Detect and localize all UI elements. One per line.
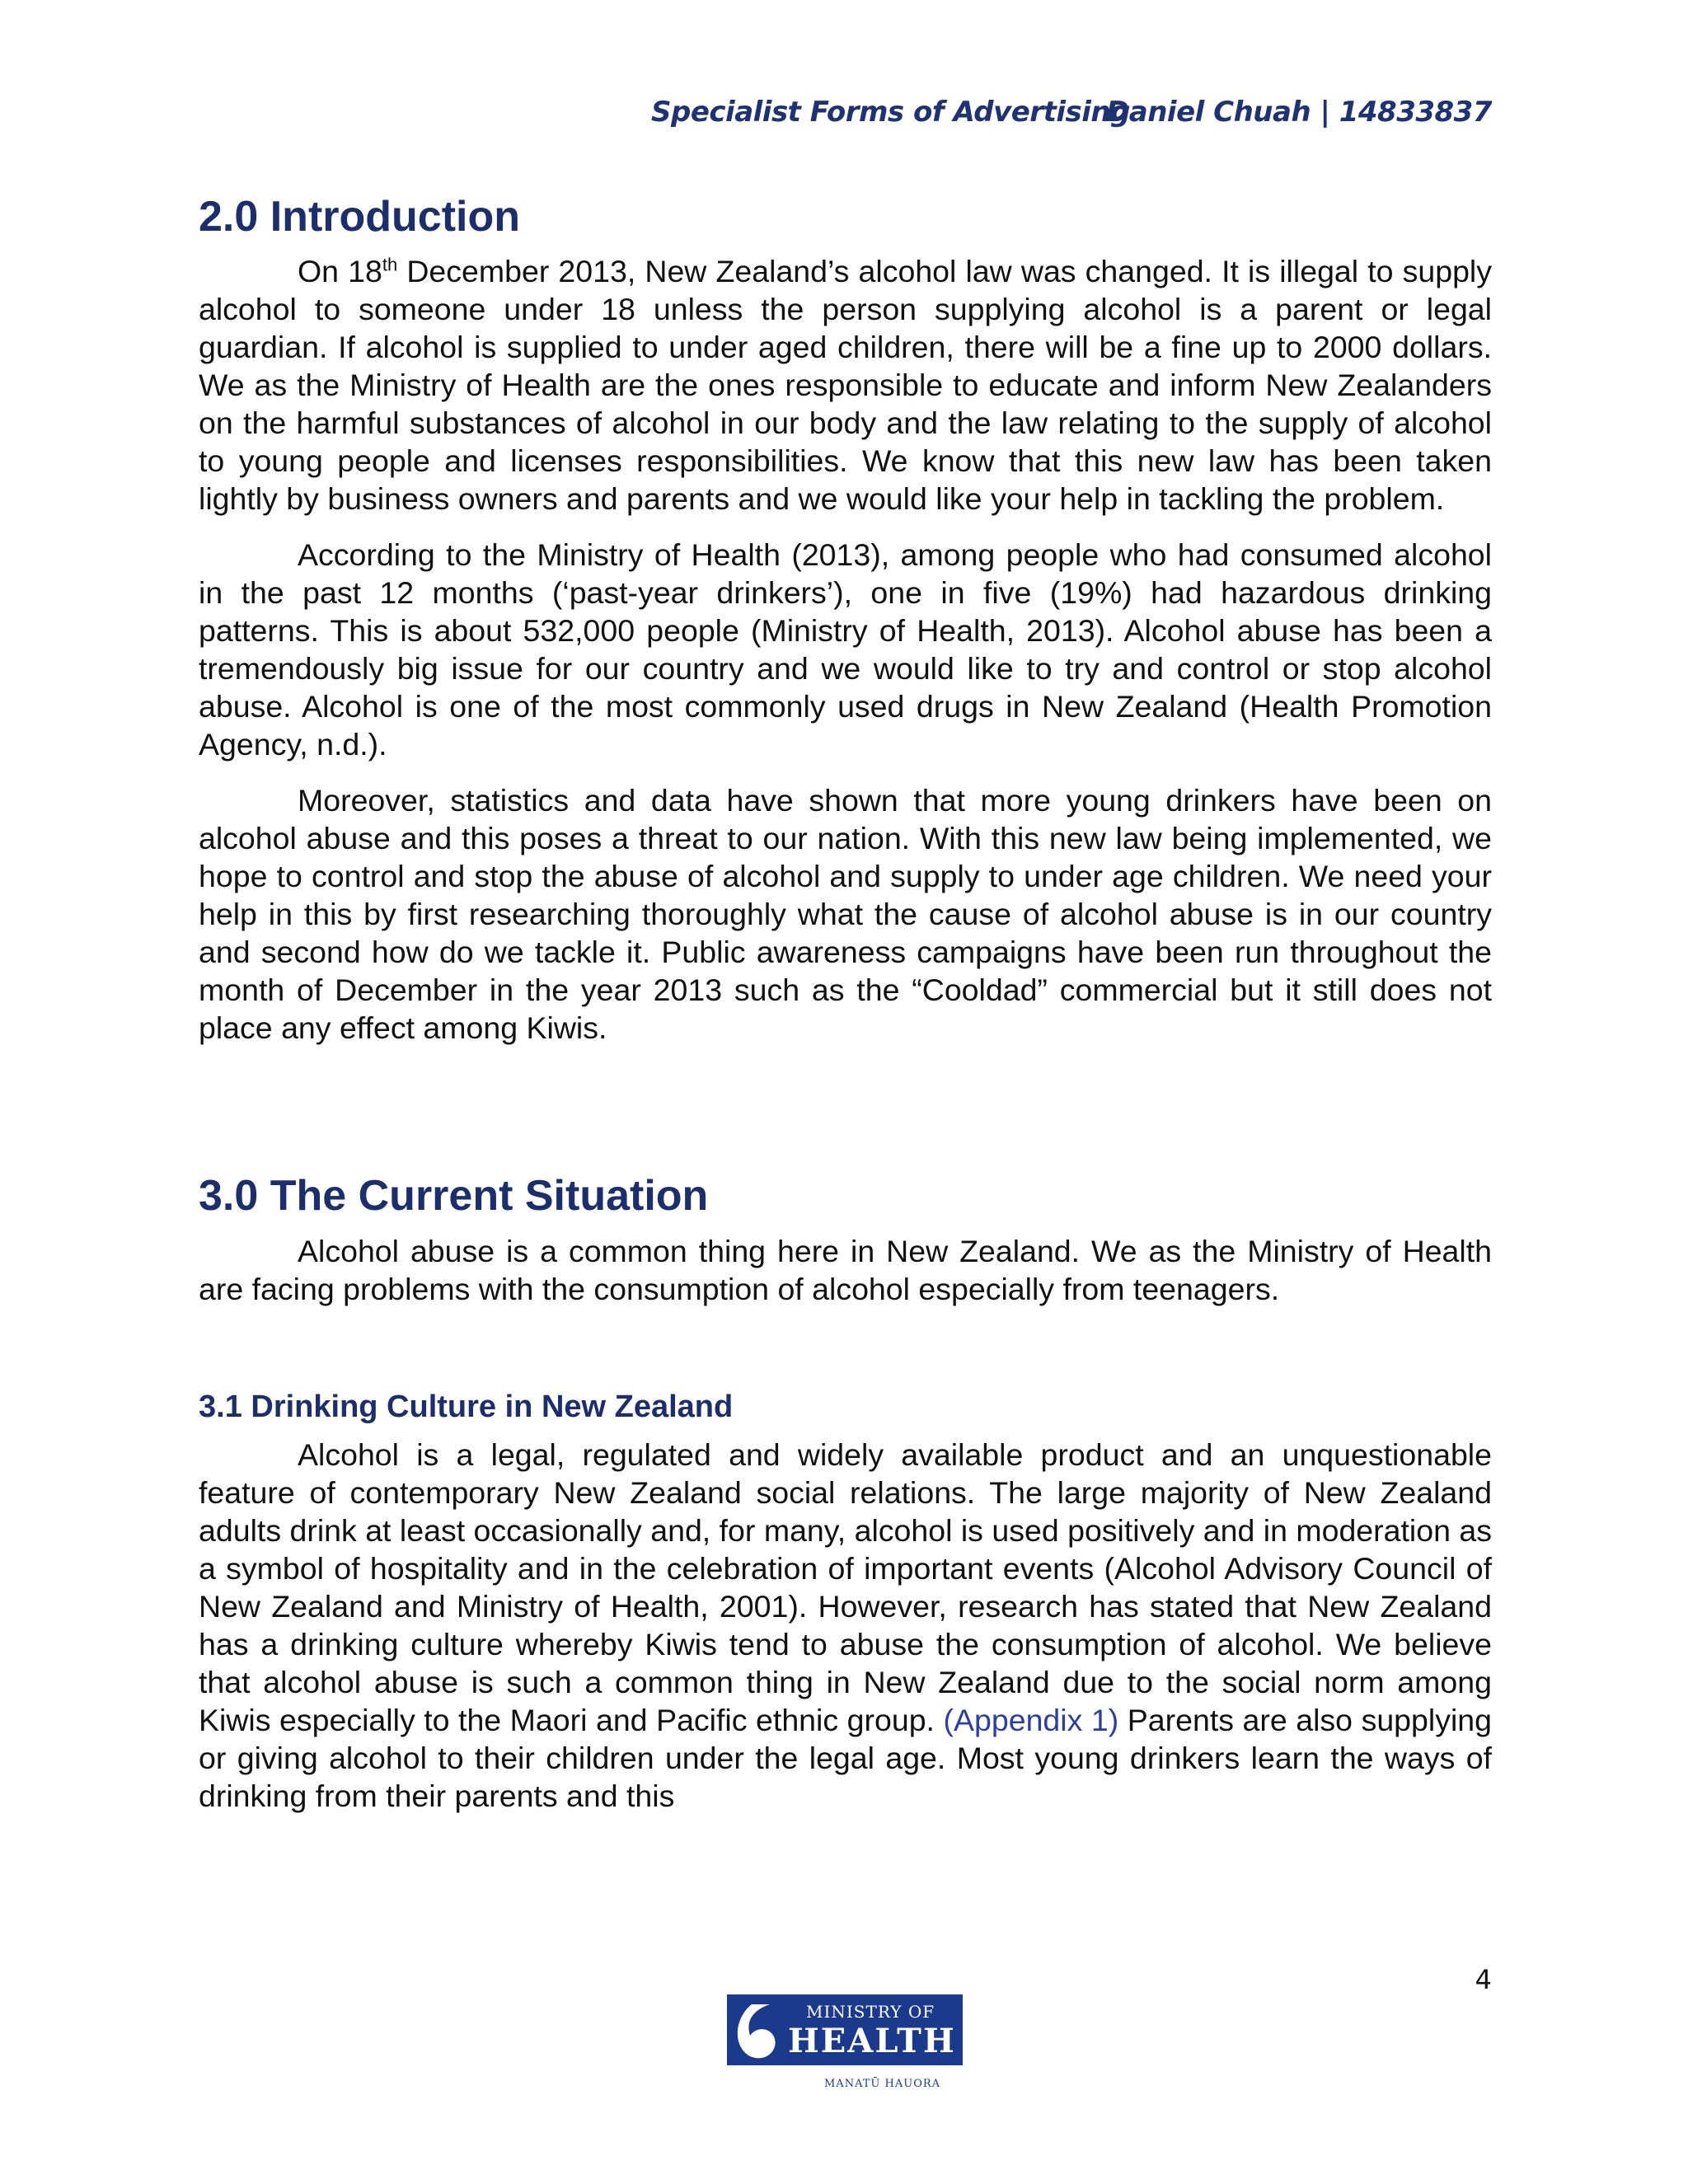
logo-line-2: HEALTH (788, 2022, 956, 2060)
page-header (0, 96, 1688, 137)
current-paragraph-1: Alcohol abuse is a common thing here in New Zealand. We as the Ministry of Health are facing problems with the consumption of alcohol especially from teenagers. (199, 1233, 1492, 1306)
intro-paragraph-3: Moreover, statistics and data have shown that more young drinkers have been on alcohol abuse and this poses a threat to our nation. With this new law being implemented, we hope to control and stop the abuse of alcohol and supply to under age children. We need your help in this by first researching thoroughly what the cause of alcohol abuse is in our country and second how do we tackle it. Public awareness campaigns have been run throughout the month of December in the year 2013 such as the “Cooldad” commercial but it still does not place any effect among Kiwis. (199, 783, 1492, 1046)
section-title-current-situation: 3.0 The Current Situation (199, 1172, 709, 1221)
logo-line-3: MANATŪ HAUORA (824, 2078, 941, 2090)
appendix-link[interactable]: (Appendix 1) (943, 1703, 1119, 1738)
page-number: 4 (1475, 1964, 1492, 1995)
intro-p1-rest: December 2013, New Zealand’s alcohol law was changed. It is illegal to supply alcohol to someone under 18 unless the person supplying alcohol is a parent or legal guardian. If alcohol is supplied to under aged children, there will be a fine up to 2000 dollars. We as the Ministry of Health are the ones responsible to educate and inform New Zealanders on the harmful substances of alcohol in our body and the law relating to the supply of alcohol to young people and licenses responsibilities. We know that this new law has been taken lightly by business owners and parents and we would like your help in tackling the problem. (199, 254, 1493, 517)
subsection-title-drinking-culture: 3.1 Drinking Culture in New Zealand (199, 1389, 734, 1424)
intro-p1-start: On 18 (298, 254, 382, 289)
culture-p1-rest: Parents are also supplying or giving alcohol to their children under the legal age. Most young drinkers learn the ways of drinking from their parents and this (199, 1703, 1493, 1814)
header-author: Daniel Chuah | 14833837 (1106, 96, 1492, 129)
ordinal-suffix: th (382, 254, 398, 275)
section-title-introduction: 2.0 Introduction (199, 193, 520, 241)
header-course-title: Specialist Forms of Advertising (651, 96, 1130, 129)
culture-paragraph-1 (199, 1436, 1492, 1815)
intro-paragraph-1 (199, 252, 1492, 518)
culture-p1-start: Alcohol is a legal, regulated and widely available product and an unquestionable feature of contemporary New Zealand social relations. The large majority of New Zealand adults drink at least occasionally and, for many, alcohol is used positively and in moderation as a symbol of hospitality and in the celebration of important events (Alcohol Advisory Council of New Zealand and Ministry of Health, 2001). However, research has stated that New Zealand has a drinking culture whereby Kiwis tend to abuse the consumption of alcohol. We believe that alcohol abuse is such a common thing in New Zealand due to the social norm among Kiwis especially to the Maori and Pacific ethnic group. (199, 1437, 1492, 1738)
intro-paragraph-2: According to the Ministry of Health (2013), among people who had consumed alcohol in the past 12 months (‘past-year drinkers’), one in five (19%) had hazardous drinking patterns. This is about 532,000 people (Ministry of Health, 2013). Alcohol abuse has been a tremendously big issue for our country and we would like to try and control or stop alcohol abuse. Alcohol is one of the most commonly used drugs in New Zealand (Health Promotion Agency, n.d.). (199, 537, 1492, 762)
logo-line-1: MINISTRY OF (806, 2002, 935, 2022)
ministry-of-health-logo (727, 1994, 963, 2095)
document-body (199, 191, 1492, 1833)
